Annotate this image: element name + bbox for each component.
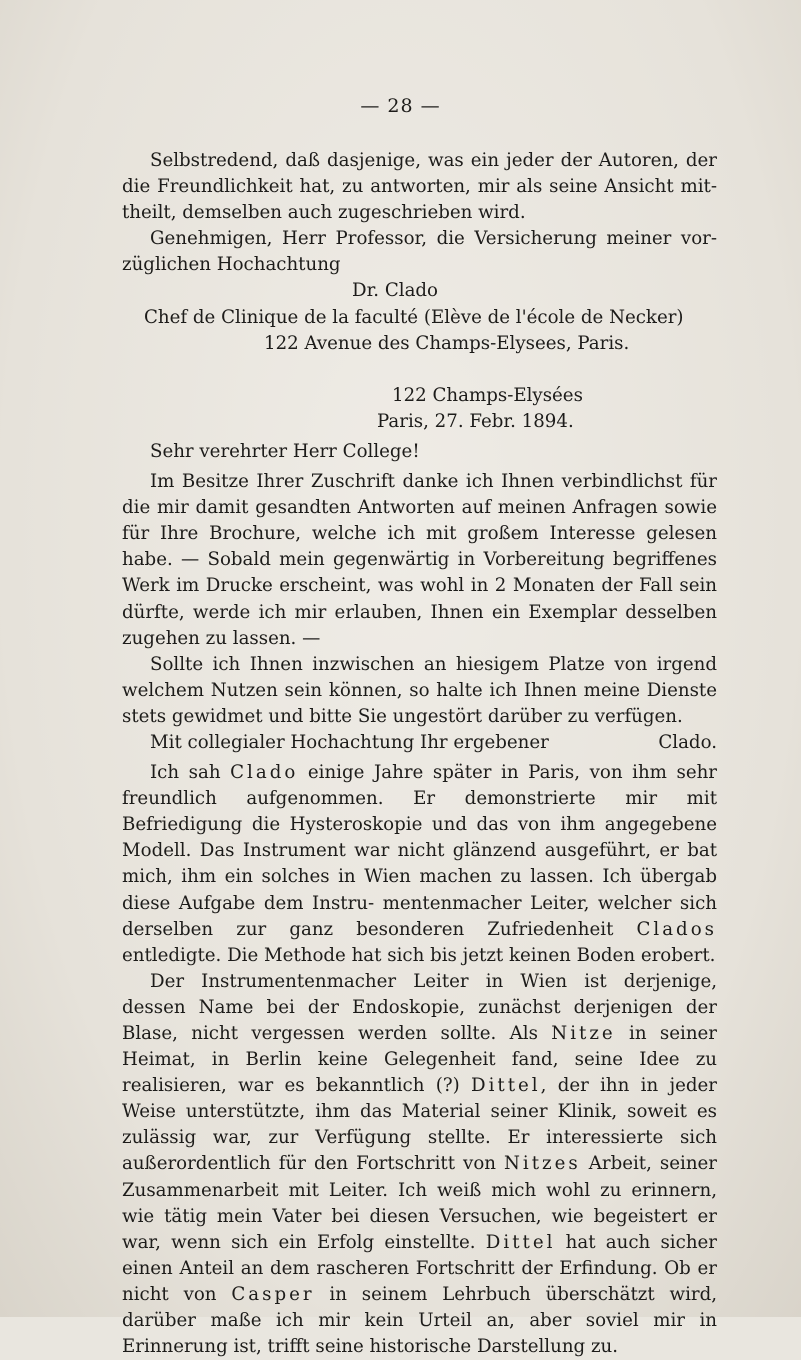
signature-name: Dr. Clado: [352, 280, 439, 302]
signature-address: 122 Avenue des Champs-Elysees, Paris.: [264, 332, 630, 354]
text-run: einige Jahre später in Paris, von ihm sehr freundlich aufgenommen. Er demonstrierte mir mit Befriedigung die Hysteroskopie und das von ihm angegebene Modell. Das Instrument war nicht glänzend ausgeführt, er bat mich, ihm ein solches in Wien machen zu lassen. Ich übergab diese Aufgabe dem Instru- mentenmacher Leiter, welcher sich derselben zur ganz besonderen Zufriedenheit: [122, 762, 717, 940]
page-number: — 28 —: [360, 95, 441, 117]
signature-title: Chef de Clinique de la faculté (Elève de l'école de Necker): [144, 306, 684, 328]
paragraph-3: Im Besitze Ihrer Zuschrift danke ich Ihnen verbindlichst für die mir damit gesandten Antworten auf meinen Anfragen sowie für Ihre Brochure, welche ich mit großem Interesse gelesen habe. — Sobald mein gegenwärtig in Vorbereitung begriffenes Werk im Drucke erscheint, was wohl in 2 Monaten der Fall sein dürfte, werde ich mir erlauben, Ihnen ein Exemplar desselben zugehen zu lassen. —: [122, 471, 717, 649]
spaced-name: Casper: [231, 1283, 315, 1305]
spaced-name: Nitzes: [504, 1153, 581, 1175]
letter-date: Paris, 27. Febr. 1894.: [377, 410, 574, 432]
text-run: , der ihn in jeder Weise unterstützte, ihm das Material seiner Klinik, soweit es zulässig war, zur Verfügung stellte. Er interessierte sich außerordentlich für den Fortschritt von: [122, 1075, 717, 1175]
closing-name: Clado.: [658, 731, 717, 753]
text-run: Arbeit, seiner Zusammenarbeit mit Leiter. Ich weiß mich wohl zu erinnern, wie tätig mein Vater bei diesen Versuchen, wie begeistert er war, wenn sich ein Erfolg einstellte.: [122, 1153, 718, 1253]
paragraph-1: Selbstredend, daß dasjenige, was ein jeder der Autoren, der die Freundlichkeit hat, zu antworten, mir als seine Ansicht mit- theilt, demselben auch zugeschrieben wird.: [122, 150, 717, 224]
text-run: hat auch sicher einen Anteil an dem rascheren Fortschritt der Erfindung. Ob er nicht von: [122, 1231, 717, 1305]
spaced-name: Dittel: [485, 1231, 556, 1253]
closing-text: Mit collegialer Hochachtung Ihr ergebener: [150, 731, 549, 753]
text-run: in seinem Lehrbuch überschätzt wird, darüber maße ich mir kein Urteil an, aber soviel mir in Erinnerung ist, trifft seine historische Darstellung zu.: [122, 1283, 717, 1358]
paragraph-2: Genehmigen, Herr Professor, die Versicherung meiner vor- züglichen Hochachtung: [122, 228, 717, 276]
paragraph-6: [122, 969, 717, 1360]
paragraph-5: [122, 760, 717, 969]
letter-address: 122 Champs-Elysées: [392, 384, 583, 406]
spaced-name: Dittel: [471, 1075, 541, 1097]
spaced-name: Clados: [636, 918, 717, 940]
page-body: [122, 148, 717, 1360]
salutation: Sehr verehrter Herr College!: [150, 440, 420, 462]
paragraph-4: Sollte ich Ihnen inzwischen an hiesigem Platze von irgend welchem Nutzen sein können, so halte ich Ihnen meine Dienste stets gewidmet und bitte Sie ungestört darüber zu verfügen.: [122, 653, 717, 727]
text-run: Der Instrumentenmacher Leiter in Wien ist derjenige, dessen Name bei der Endoskopie, zunächst derjenigen der Blase, nicht vergessen werden sollte. Als: [122, 970, 717, 1044]
text-run: Ich sah: [150, 762, 231, 784]
text-run: in seiner Heimat, in Berlin keine Gelegenheit fand, seine Idee zu realisieren, war es bekanntlich (?): [122, 1023, 718, 1097]
spaced-name: Nitze: [551, 1023, 616, 1044]
spaced-name: Clado: [230, 762, 299, 784]
letter-closing: [122, 730, 717, 756]
text-run: entledigte. Die Methode hat sich bis jetzt keinen Boden erobert.: [122, 944, 716, 966]
